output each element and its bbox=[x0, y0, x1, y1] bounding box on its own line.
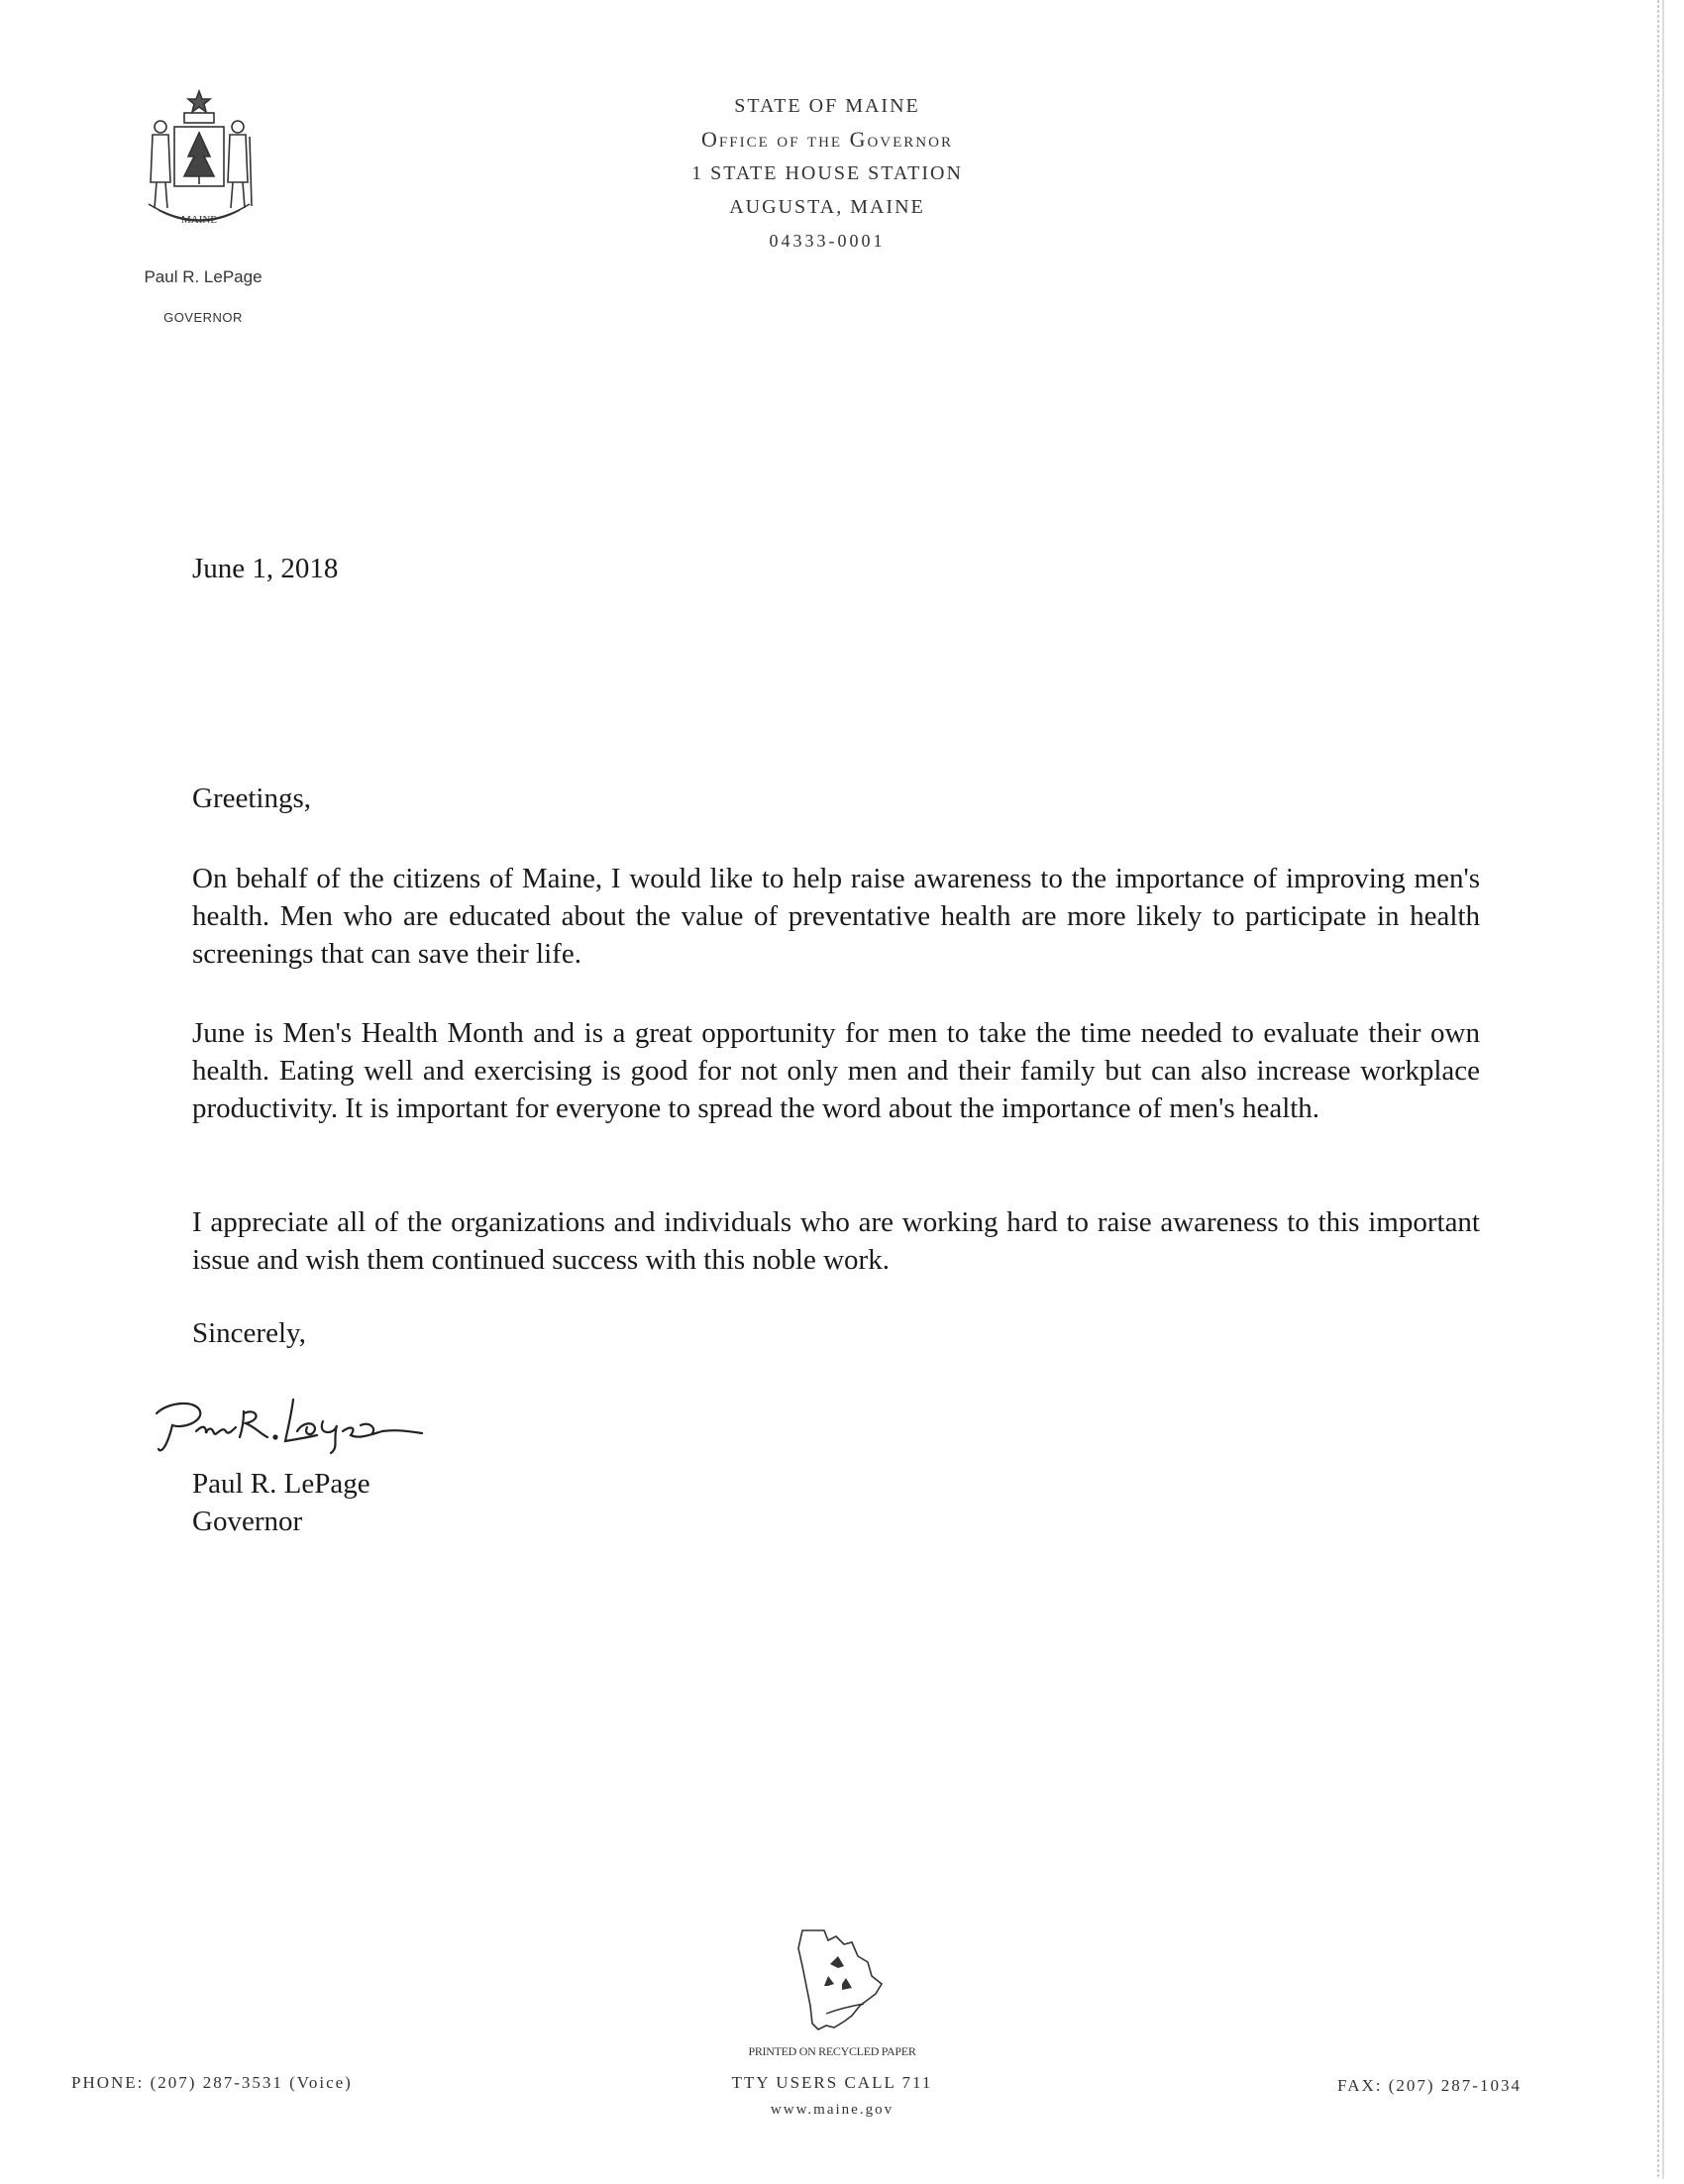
state-seal-icon bbox=[139, 87, 260, 236]
signer-title: Governor bbox=[192, 1506, 303, 1537]
letter-closing: Sincerely, bbox=[192, 1317, 306, 1349]
letter-greeting: Greetings, bbox=[192, 782, 311, 814]
scan-edge bbox=[1652, 0, 1670, 2179]
maine-recycle-icon bbox=[773, 1926, 892, 2035]
signature bbox=[149, 1392, 426, 1461]
address-zip: 04333-0001 bbox=[769, 231, 886, 251]
svg-text:MAINE: MAINE bbox=[180, 214, 218, 226]
body-paragraph: On behalf of the citizens of Maine, I would like to help raise awareness to the importance of improving men's health. Men who are educated about the value of preventative health are more likely to participate in health screenings that can save their life. bbox=[192, 863, 1480, 970]
body-paragraph: I appreciate all of the organizations and individuals who are working hard to raise awareness to this important issue and wish them continued success with this noble work. bbox=[192, 1206, 1480, 1276]
governor-name: Paul R. LePage bbox=[144, 267, 263, 286]
footer-phone: PHONE: (207) 287-3531 (Voice) bbox=[71, 2073, 353, 2092]
office-heading: Office of the Governor bbox=[701, 127, 953, 152]
footer-website[interactable]: www.maine.gov bbox=[770, 2102, 895, 2118]
recycled-paper-note: PRINTED ON RECYCLED PAPER bbox=[748, 2044, 916, 2058]
address-station: 1 STATE HOUSE STATION bbox=[691, 162, 963, 184]
office-address-block bbox=[555, 89, 1100, 258]
footer-tty: TTY USERS CALL 711 bbox=[731, 2073, 933, 2092]
governor-title: GOVERNOR bbox=[163, 310, 243, 325]
body-paragraph: June is Men's Health Month and is a great opportunity for men to take the time needed to evaluate their own health. Eating well and exercising is good for not only men and their family but can also increase workplace productivity. It is important for everyone to spread the word about the importance of men's health. bbox=[192, 1017, 1480, 1124]
address-city: AUGUSTA, MAINE bbox=[729, 196, 925, 218]
state-heading: STATE OF MAINE bbox=[734, 95, 920, 117]
letter-date: June 1, 2018 bbox=[192, 553, 339, 584]
signer-name: Paul R. LePage bbox=[192, 1468, 370, 1500]
footer-fax: FAX: (207) 287-1034 bbox=[1337, 2076, 1522, 2095]
